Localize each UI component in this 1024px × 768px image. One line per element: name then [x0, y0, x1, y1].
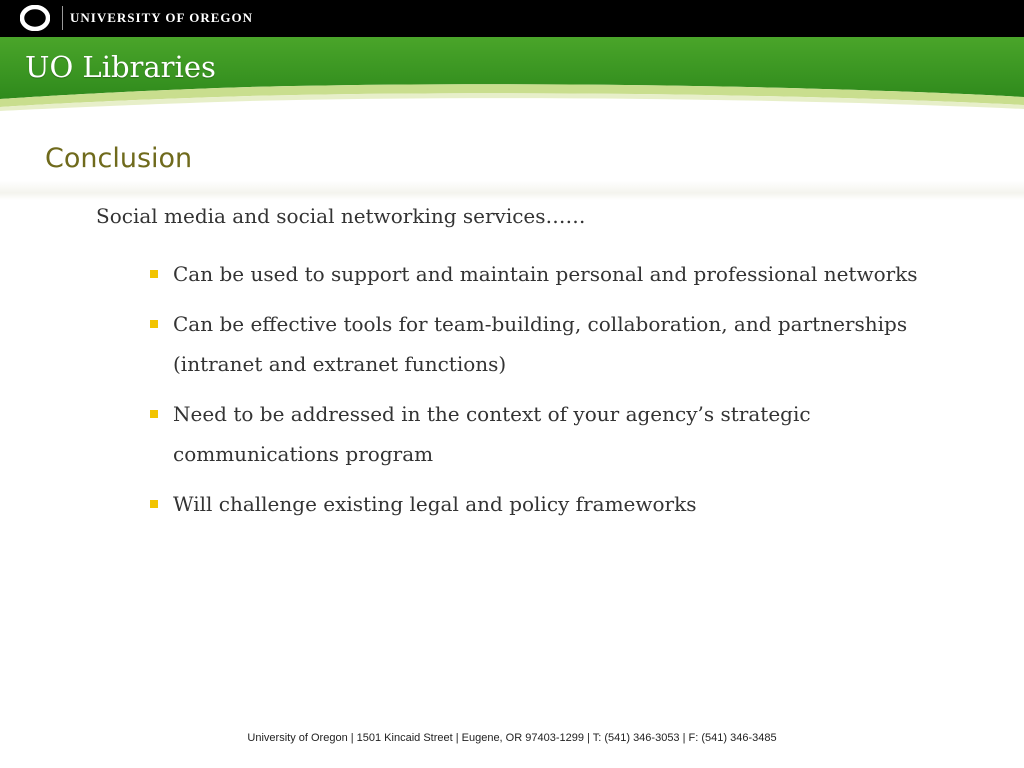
- bullet-text: Can be used to support and maintain personal and professional networks: [173, 262, 918, 286]
- bullet-list: [148, 254, 948, 534]
- footer-address: University of Oregon | 1501 Kincaid Street | Eugene, OR 97403-1299 | T: (541) 346-3053 | F: (541) 346-3485: [247, 732, 777, 744]
- square-bullet-icon: [150, 500, 158, 508]
- list-item: [148, 484, 948, 524]
- square-bullet-icon: [150, 410, 158, 418]
- list-item: [148, 394, 948, 474]
- square-bullet-icon: [150, 320, 158, 328]
- uo-o-logo-icon: [20, 5, 50, 31]
- lead-text: Social media and social networking services……: [96, 204, 586, 228]
- header-divider: [62, 6, 63, 30]
- bullet-text: Need to be addressed in the context of your agency’s strategic communications program: [173, 402, 811, 466]
- university-header-bar: [0, 0, 1024, 37]
- library-title: UO Libraries: [25, 50, 216, 84]
- bullet-text: Will challenge existing legal and policy frameworks: [173, 492, 697, 516]
- square-bullet-icon: [150, 270, 158, 278]
- university-name: UNIVERSITY OF OREGON: [70, 10, 254, 25]
- list-item: [148, 304, 948, 384]
- bullet-text: Can be effective tools for team-building, collaboration, and partnerships (intranet and extranet functions): [173, 312, 908, 376]
- page-title: Conclusion: [45, 143, 193, 174]
- list-item: [148, 254, 948, 294]
